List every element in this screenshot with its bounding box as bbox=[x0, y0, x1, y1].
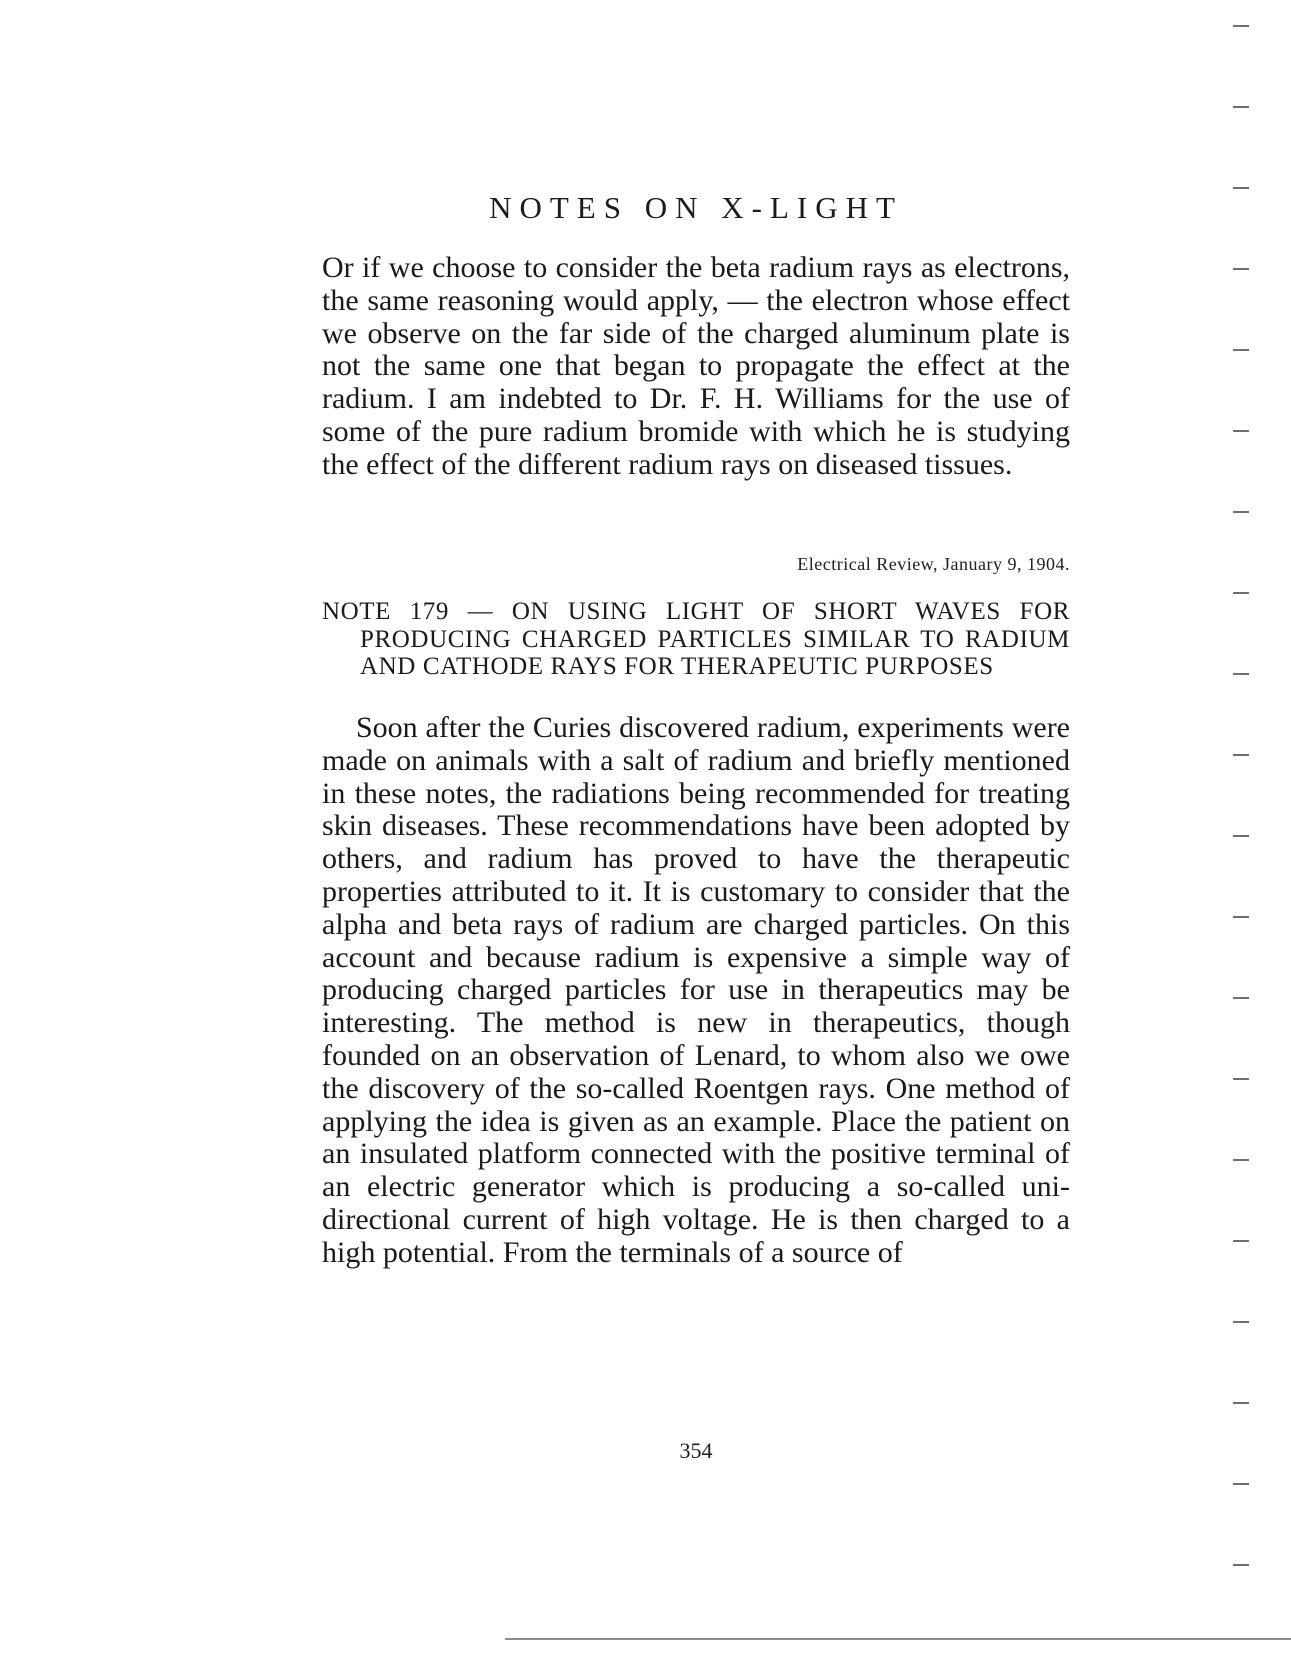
margin-tick bbox=[1233, 25, 1249, 27]
margin-tick bbox=[1233, 268, 1249, 270]
margin-tick bbox=[1233, 349, 1249, 351]
margin-tick bbox=[1233, 673, 1249, 675]
margin-tick bbox=[1233, 1078, 1249, 1080]
margin-tick bbox=[1233, 511, 1249, 513]
margin-tick bbox=[1233, 1402, 1249, 1404]
margin-tick-marks bbox=[1233, 0, 1253, 1659]
margin-tick bbox=[1233, 1240, 1249, 1242]
margin-tick bbox=[1233, 592, 1249, 594]
margin-tick bbox=[1233, 430, 1249, 432]
source-citation: Electrical Review, January 9, 1904. bbox=[797, 554, 1070, 574]
margin-tick bbox=[1233, 1159, 1249, 1161]
margin-tick bbox=[1233, 835, 1249, 837]
margin-tick bbox=[1233, 187, 1249, 189]
margin-tick bbox=[1233, 997, 1249, 999]
note-heading: NOTE 179 — ON USING LIGHT OF SHORT WAVES FOR PRODUCING CHARGED PARTICLES SIMILAR TO RADIUM AND CATHODE RAYS FOR THERAPEUTIC PURPOSES bbox=[322, 598, 1070, 680]
margin-tick bbox=[1233, 754, 1249, 756]
margin-tick bbox=[1233, 916, 1249, 918]
paragraph-note-body: Soon after the Curies discovered radium, experiments were made on animals with a salt of radium and briefly mentioned in these notes, the radiations being recommended for treating skin diseases. These recommendations have been adopted by others, and radium has proved to have the therapeutic properties attributed to it. It is customary to consider that the alpha and beta rays of radium are charged particles. On this account and because radium is expensive a simple way of producing charged particles for use in therapeutics may be interesting. The method is new in therapeutics, though founded on an observation of Lenard, to whom also we owe the discovery of the so-called Roentgen rays. One method of applying the idea is given as an example. Place the patient on an insulated platform connected with the positive terminal of an electric generator which is producing a so-called uni-directional current of high voltage. He is then charged to a high potential. From the terminals of a source of bbox=[322, 711, 1070, 1269]
paragraph-continuation: Or if we choose to consider the beta radium rays as electrons, the same reasoning would apply, — the electron whose effect we observe on the far side of the charged aluminum plate is not the same one that began to propagate the effect at the radium. I am indebted to Dr. F. H. Williams for the use of some of the pure radium bromide with which he is studying the effect of the different radium rays on diseased tissues. bbox=[322, 251, 1070, 481]
bottom-scan-edge bbox=[505, 1638, 1291, 1640]
running-head: NOTES ON X-LIGHT bbox=[489, 190, 903, 225]
margin-tick bbox=[1233, 1321, 1249, 1323]
page-number: 354 bbox=[679, 1438, 713, 1463]
margin-tick bbox=[1233, 1483, 1249, 1485]
margin-tick bbox=[1233, 106, 1249, 108]
margin-tick bbox=[1233, 1564, 1249, 1566]
